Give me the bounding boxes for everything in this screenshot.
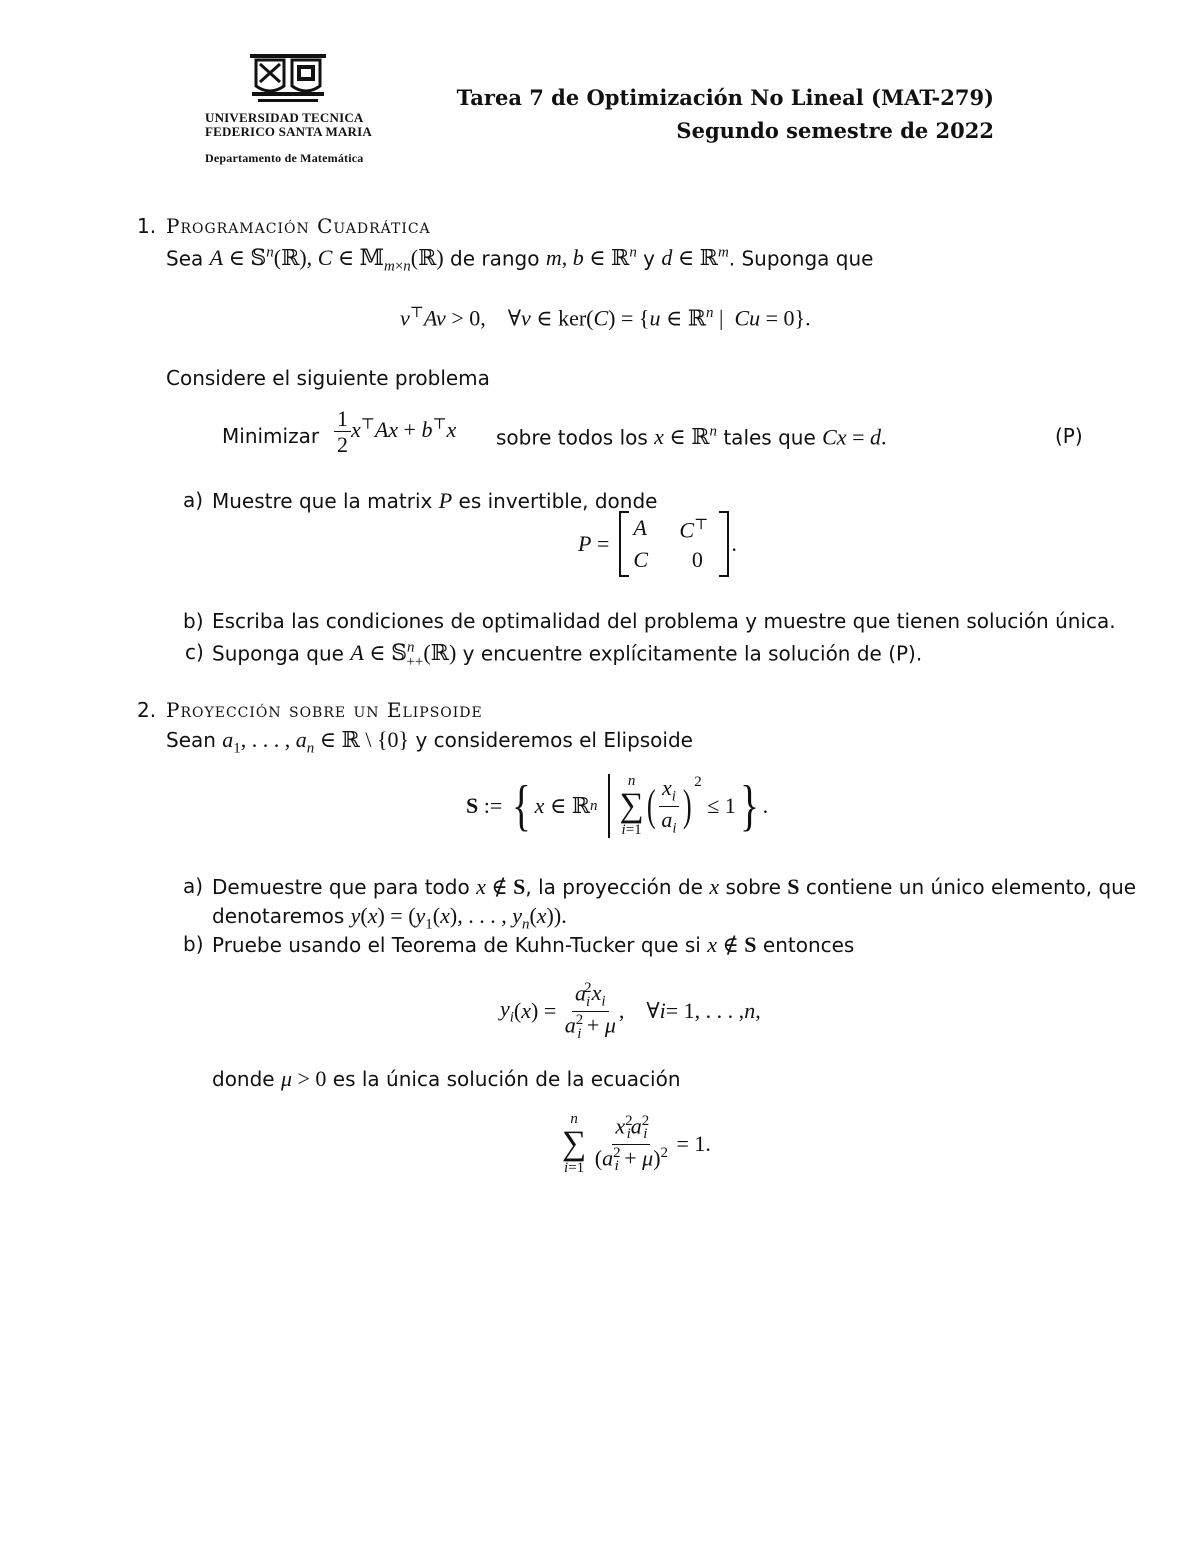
item-2b-label: b): [183, 932, 204, 956]
item-1a-text: Muestre que la matrix P es invertible, donde: [212, 488, 658, 513]
problem-2-heading: Proyección sobre un Elipsoide: [166, 698, 483, 722]
ellipsoid-definition: S := { x ∈ ℝ n n ∑ i=1 ( $\frac{x_i}{a_i}$ ) $^2$ ≤ 1 } .: [466, 773, 769, 838]
equation-tag-P: (P): [1055, 424, 1083, 448]
item-1b-text: Escriba las condiciones de optimalidad del problema y muestre que tienen solución única.: [212, 609, 1116, 633]
assumption-equation: v⊤Av > 0, ∀v ∈ ker(C) = {u ∈ ℝ$^n$ | Cu = 0}.: [400, 305, 811, 331]
matrix-P: P = A C⊤ C 0 .: [578, 510, 737, 578]
department-name: Departamento de Matemática: [205, 151, 364, 165]
minimizar-label: Minimizar: [222, 424, 320, 448]
problem-1-considere: Considere el siguiente problema: [166, 366, 490, 390]
projection-formula: $y_i$ ( x ) = $\frac{a_i^2x_i}{a^2_i + \mu}$ , ∀ i = 1, . . . , n ,: [500, 980, 761, 1042]
problem-1-heading: Programación Cuadrática: [166, 214, 431, 238]
university-crest: [248, 52, 328, 108]
problem-1-intro: Sea A ∈ 𝕊$^n$(ℝ), C ∈ 𝕄$_{m\times n}$(ℝ) de rango m, b ∈ ℝ$^n$ y d ∈ ℝ$^m$. Suponga que: [166, 245, 874, 275]
item-2b-text: Pruebe usando el Teorema de Kuhn-Tucker que si x ∉ S entonces: [212, 932, 855, 957]
constraint-text: sobre todos los x ∈ ℝ$^n$ tales que Cx = d.: [496, 424, 887, 450]
problem-1-number: 1.: [137, 214, 157, 238]
donde-text: donde μ > 0 es la única solución de la ecuación: [212, 1066, 681, 1091]
item-1c-label: c): [185, 640, 204, 664]
item-1a-label: a): [183, 488, 204, 512]
item-2a-label: a): [183, 874, 204, 898]
objective-function: $\frac{1}{2}$ x⊤Ax + b⊤x: [334, 406, 456, 458]
problem-2-number: 2.: [137, 698, 157, 722]
item-2a-text: Demuestre que para todo x ∉ S, la proyección de x sobre S contiene un único elemento, que: [212, 874, 1137, 899]
item-1b-label: b): [183, 609, 204, 633]
mu-equation: n ∑ i=1 $\frac{x^2_ia^2_i}{(a^2_i + \mu)^2}$ = 1.: [562, 1111, 711, 1176]
problem-2-intro: Sean $a_1$, . . . , $a_n$ ∈ ℝ \ {0} y consideremos el Elipsoide: [166, 727, 693, 757]
document-title: Tarea 7 de Optimización No Lineal (MAT-279): [456, 85, 994, 110]
document-subtitle: Segundo semestre de 2022: [676, 118, 994, 143]
university-name-line1: UNIVERSIDAD TECNICA: [205, 110, 364, 125]
item-1c-text: Suponga que A ∈ 𝕊$^n_{++}$(ℝ) y encuentre explícitamente la solución de (P).: [212, 640, 923, 670]
university-name-line2: FEDERICO SANTA MARIA: [205, 124, 372, 139]
item-2a-text-cont: denotaremos $y(x) = (y_1(x)$, . . . , $y_n(x)$).: [212, 903, 567, 933]
